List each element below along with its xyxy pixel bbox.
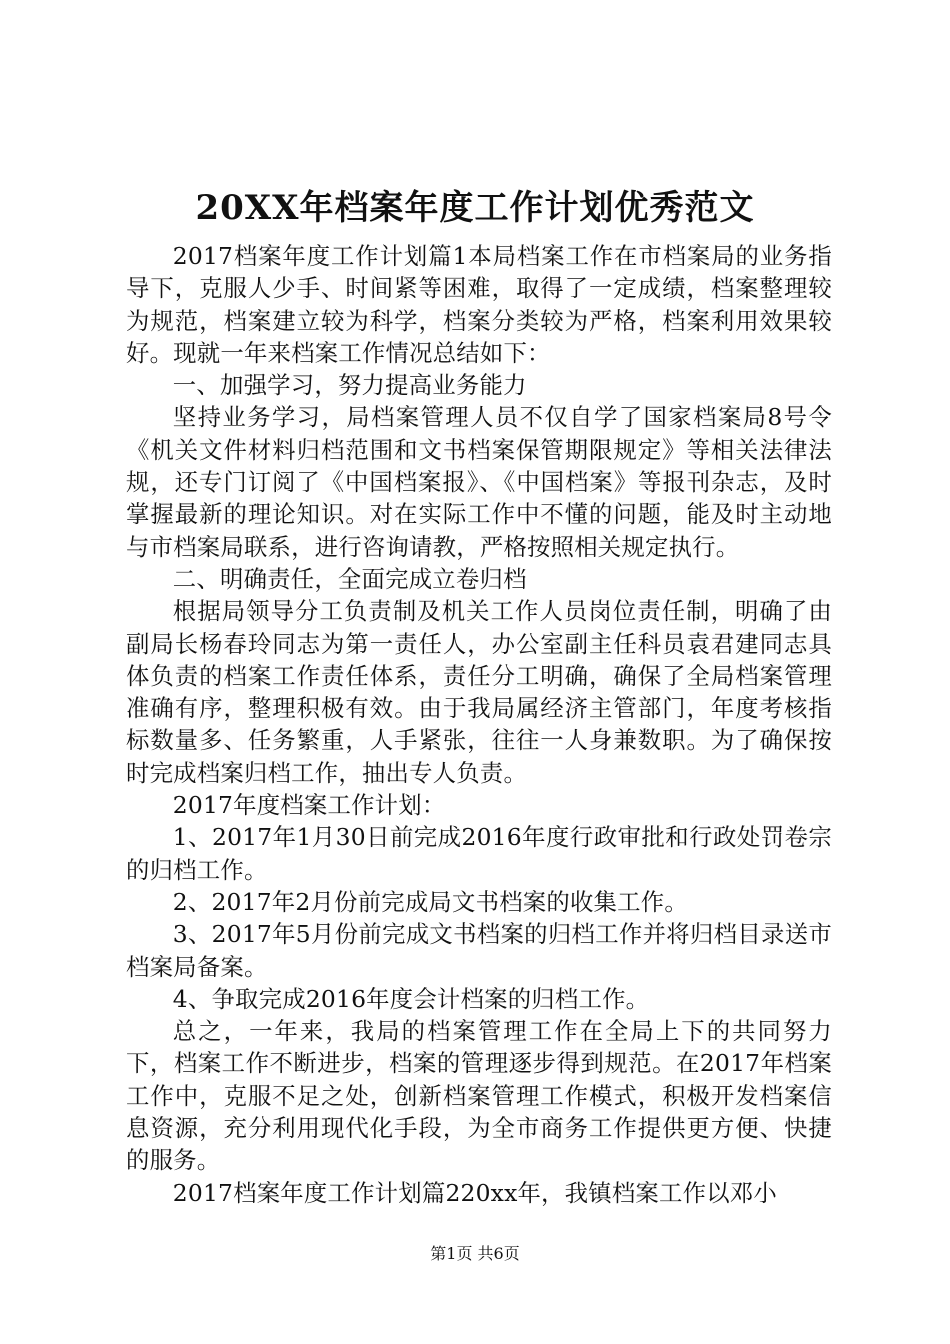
paragraph-summary: 总之，一年来，我局的档案管理工作在全局上下的共同努力下，档案工作不断进步，档案的管理逐步得到规范。在2017年档案工作中，克服不足之处，创新档案管理工作模式，积极开发档案信息资源，充分利用现代化手段，为全市商务工作提供更方便、快捷的服务。	[126, 1017, 832, 1175]
page-number-footer: 第1页 共6页	[430, 1244, 520, 1263]
plan-item-1: 1、2017年1月30日前完成2016年度行政审批和行政处罚卷宗的归档工作。	[126, 823, 832, 884]
section-heading-2: 二、明确责任，全面完成立卷归档	[172, 564, 527, 593]
paragraph-responsibility: 根据局领导分工负责制及机关工作人员岗位责任制，明确了由副局长杨春玲同志为第一责任人，办公室副主任科员袁君建同志具体负责的档案工作责任体系，责任分工明确，确保了全局档案管理准确有序，整理积极有效。由于我局属经济主管部门，年度考核指标数量多、任务繁重，人手紧张，往往一人身兼数职。为了确保按时完成档案归档工作，抽出专人负责。	[126, 597, 832, 787]
document-body	[126, 240, 832, 1209]
document-title: 20XX年档案年度工作计划优秀范文	[195, 188, 755, 228]
paragraph-second-article: 2017档案年度工作计划篇220xx年，我镇档案工作以邓小	[172, 1178, 777, 1207]
paragraph-study: 坚持业务学习，局档案管理人员不仅自学了国家档案局8号令《机关文件材料归档范围和文书档案保管期限规定》等相关法律法规，还专门订阅了《中国档案报》、《中国档案》等报刊杂志，及时掌握最新的理论知识。对在实际工作中不懂的问题，能及时主动地与市档案局联系，进行咨询请教，严格按照相关规定执行。	[126, 403, 832, 561]
paragraph-intro: 2017档案年度工作计划篇1本局档案工作在市档案局的业务指导下，克服人少手、时间紧等困难，取得了一定成绩，档案整理较为规范，档案建立较为科学，档案分类较为严格，档案利用效果较好。现就一年来档案工作情况总结如下：	[126, 242, 832, 367]
plan-item-3: 3、2017年5月份前完成文书档案的归档工作并将归档目录送市档案局备案。	[126, 920, 832, 981]
plan-heading: 2017年度档案工作计划：	[172, 791, 446, 820]
plan-item-4: 4、争取完成2016年度会计档案的归档工作。	[172, 984, 650, 1013]
section-heading-1: 一、加强学习，努力提高业务能力	[172, 371, 527, 400]
plan-item-2: 2、2017年2月份前完成局文书档案的收集工作。	[172, 887, 688, 916]
